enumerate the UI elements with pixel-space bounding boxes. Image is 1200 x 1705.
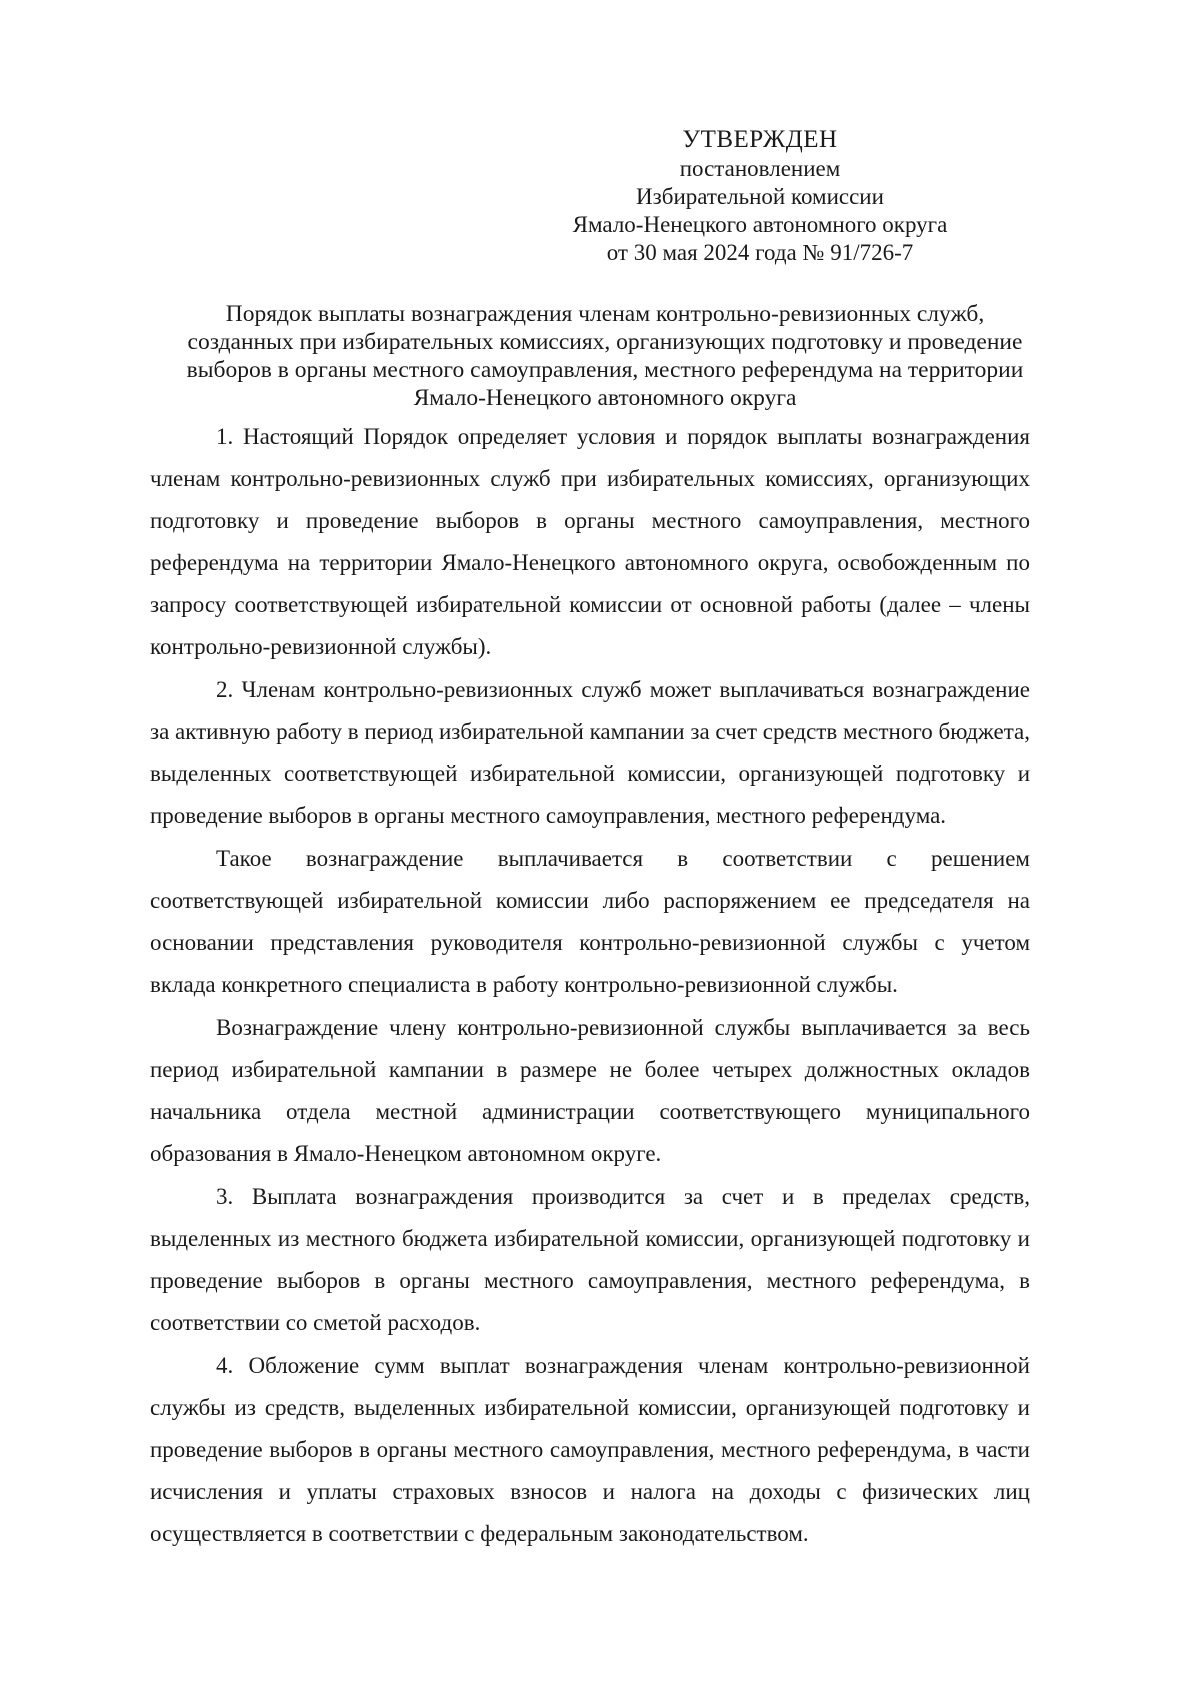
approval-stamp-block — [560, 126, 960, 267]
paragraph-5: 3. Выплата вознаграждения производится за счет и в пределах средств, выделенных из местного бюджета избирательной комиссии, организующей подготовку и проведение выборов в органы местного самоуправления, местного референдума, в соответствии со сметой расходов. — [150, 1184, 1030, 1335]
paragraph-6: 4. Обложение сумм выплат вознаграждения членам контрольно-ревизионной службы из средств, выделенных избирательной комиссии, организующей подготовку и проведение выборов в органы местного самоуправления, местного референдума, в части исчисления и уплаты страховых взносов и налога на доходы с физических лиц осуществляется в соответствии с федеральным законодательством. — [150, 1353, 1030, 1546]
paragraph-4: Вознаграждение члену контрольно-ревизионной службы выплачивается за весь период избирательной кампании в размере не более четырех должностных окладов начальника отдела местной администрации соответствующего муниципального образования в Ямало-Ненецком автономном округе. — [150, 1015, 1030, 1166]
document-title — [150, 300, 1060, 412]
paragraph-2: 2. Членам контрольно-ревизионных служб может выплачиваться вознаграждение за активную работу в период избирательной кампании за счет средств местного бюджета, выделенных соответствующей избирательной комиссии, организующей подготовку и проведение выборов в органы местного самоуправления, местного референдума. — [150, 677, 1030, 828]
title-line-1: Порядок выплаты вознаграждения членам контрольно-ревизионных служб, — [225, 301, 985, 327]
title-line-3: выборов в органы местного самоуправления, местного референдума на территории — [186, 357, 1024, 383]
document-body — [150, 416, 1030, 1555]
approval-heading: УТВЕРЖДЕН — [682, 126, 838, 153]
title-line-2: созданных при избирательных комиссиях, организующих подготовку и проведение — [187, 329, 1023, 355]
approval-line-3: Ямало-Ненецкого автономного округа — [572, 212, 948, 237]
paragraph-3: Такое вознаграждение выплачивается в соответствии с решением соответствующей избирательной комиссии либо распоряжением ее председателя на основании представления руководителя контрольно-ревизионной службы с учетом вклада конкретного специалиста в работу контрольно-ревизионной службы. — [150, 846, 1030, 997]
approval-line-4: от 30 мая 2024 года № 91/726-7 — [606, 240, 914, 265]
paragraph-1: 1. Настоящий Порядок определяет условия и порядок выплаты вознаграждения членам контрольно-ревизионных служб при избирательных комиссиях, организующих подготовку и проведение выборов в органы местного самоуправления, местного референдума на территории Ямало-Ненецкого автономного округа, освобожденным по запросу соответствующей избирательной комиссии от основной работы (далее – члены контрольно-ревизионной службы). — [150, 424, 1030, 659]
title-line-4: Ямало-Ненецкого автономного округа — [413, 385, 797, 411]
approval-line-1: постановлением — [679, 156, 841, 181]
approval-line-2: Избирательной комиссии — [636, 184, 884, 209]
